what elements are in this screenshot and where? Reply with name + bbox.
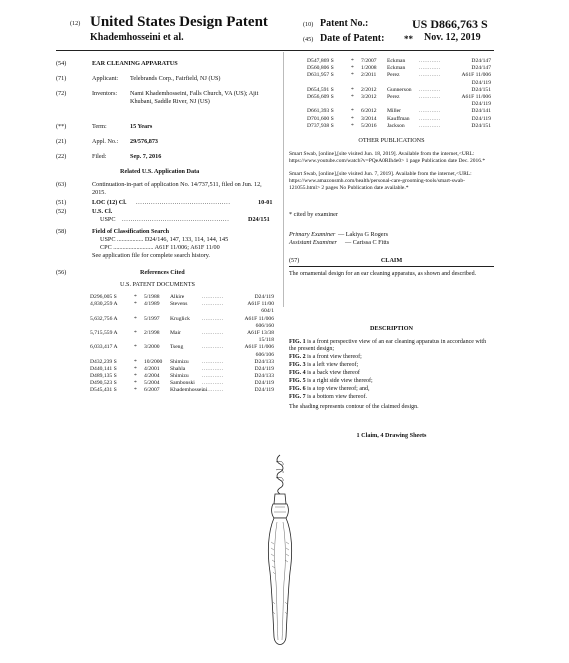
reference-inventor: Sambonski bbox=[170, 380, 195, 387]
cited-note: * cited by examiner bbox=[289, 211, 338, 218]
reference-row bbox=[90, 316, 274, 323]
reference-inventor: Shahla bbox=[170, 365, 186, 372]
reference-class: 606/160 bbox=[255, 322, 274, 329]
reference-class: 15/118 bbox=[258, 337, 274, 344]
header-code-12: (12) bbox=[70, 20, 81, 27]
assistant-examiner: — Carissa C Fitts bbox=[345, 239, 390, 246]
reference-doc: D545,431 S bbox=[90, 387, 117, 394]
reference-date: 4/2001 bbox=[144, 365, 160, 372]
reference-leader-dots: ............ bbox=[419, 72, 441, 79]
reference-class: A61F 13/38 bbox=[247, 329, 274, 336]
reference-star: * bbox=[351, 58, 354, 64]
patent-title: United States Design Patent bbox=[90, 14, 268, 30]
field-22-code: (22) bbox=[56, 153, 67, 160]
reference-star: * bbox=[134, 358, 137, 365]
reference-class: D24/151 bbox=[471, 122, 491, 129]
reference-date: 1/2008 bbox=[361, 65, 377, 72]
reference-class: 604/1 bbox=[261, 308, 274, 315]
field-52-value: D24/151 bbox=[248, 216, 270, 223]
fig1-label: FIG. 1 bbox=[289, 339, 306, 345]
reference-star: * bbox=[134, 294, 137, 300]
claim-heading: CLAIM bbox=[380, 257, 403, 264]
description-fig5 bbox=[289, 378, 494, 385]
reference-row bbox=[307, 123, 491, 130]
other-pub-1: Smart Swab, [online],[site visited Jun. 18, 2019]. Available from the internet,<URL: https://www.youtube.com/watch?v=PQeA0RIh4e0> 1 page Publication date Dec. 2016.* bbox=[289, 151, 486, 164]
reference-row bbox=[90, 380, 274, 387]
reference-row bbox=[307, 116, 491, 123]
reference-row bbox=[90, 366, 274, 373]
patent-no-label: Patent No.: bbox=[320, 18, 369, 29]
reference-date: 5/2004 bbox=[144, 380, 160, 387]
reference-leader-dots: ............ bbox=[419, 93, 441, 100]
reference-doc: D432,239 S bbox=[90, 358, 117, 365]
date-label: Date of Patent: bbox=[320, 33, 385, 44]
reference-row bbox=[307, 87, 491, 94]
reference-date: 5/2016 bbox=[361, 122, 377, 129]
reference-leader-dots: ............ bbox=[419, 58, 441, 64]
reference-doc: D701,600 S bbox=[307, 115, 334, 122]
reference-class: D24/119 bbox=[254, 380, 274, 387]
reference-leader-dots: ............ bbox=[202, 301, 224, 308]
reference-leader-dots: ............ bbox=[419, 122, 441, 129]
reference-doc: D631,957 S bbox=[307, 72, 334, 79]
refs-code: (56) bbox=[56, 269, 67, 276]
reference-date: 3/2000 bbox=[144, 344, 160, 351]
reference-date: 6/2007 bbox=[144, 387, 160, 394]
reference-star: * bbox=[134, 329, 137, 336]
description-fig4 bbox=[289, 370, 494, 377]
reference-leader-dots: ............ bbox=[202, 358, 224, 365]
reference-date: 3/2012 bbox=[361, 93, 377, 100]
fig6-text: is a top view thereof; and, bbox=[305, 386, 370, 392]
reference-star: * bbox=[134, 387, 137, 394]
reference-class: A61F 11/006 bbox=[244, 344, 274, 351]
right-references-table bbox=[307, 58, 491, 130]
reference-class: D24/147 bbox=[471, 65, 491, 72]
field-21-code: (21) bbox=[56, 138, 67, 145]
assistant-examiner-label: Assistant Examiner bbox=[289, 239, 337, 246]
field-22-value: Sep. 7, 2016 bbox=[130, 153, 162, 160]
reference-leader-dots: ............ bbox=[419, 65, 441, 72]
reference-star: * bbox=[134, 315, 137, 322]
reference-class: D24/119 bbox=[471, 101, 491, 108]
other-pubs-heading: OTHER PUBLICATIONS bbox=[358, 137, 425, 144]
reference-star: * bbox=[351, 108, 354, 115]
reference-class: D24/147 bbox=[471, 58, 491, 64]
field-51-code: (51) bbox=[56, 199, 67, 206]
reference-leader-dots: ............ bbox=[419, 86, 441, 93]
reference-date: 4/1989 bbox=[144, 301, 160, 308]
reference-inventor: Stevens bbox=[170, 301, 188, 308]
reference-class: D24/133 bbox=[254, 358, 274, 365]
reference-doc: D547,869 S bbox=[307, 58, 334, 64]
description-fig3 bbox=[289, 362, 494, 369]
reference-inventor: Mair bbox=[170, 329, 181, 336]
fig3-text: is a left view thereof; bbox=[305, 362, 359, 368]
fig4-label: FIG. 4 bbox=[289, 370, 306, 376]
reference-inventor: Eckman bbox=[387, 65, 406, 72]
reference-star: * bbox=[351, 93, 354, 100]
primary-examiner-label: Primary Examiner bbox=[289, 231, 336, 238]
header-rule bbox=[56, 50, 494, 51]
field-22-label: Filed: bbox=[92, 153, 107, 160]
reference-class: D24/119 bbox=[254, 294, 274, 300]
reference-class: A61F 11/006 bbox=[244, 315, 274, 322]
fig4-text: is a back view thereof bbox=[305, 370, 360, 376]
reference-inventor: Gunnerson bbox=[387, 86, 412, 93]
reference-leader-dots: ............ bbox=[202, 329, 224, 336]
reference-doc: 4,830,259 A bbox=[90, 301, 118, 308]
reference-row bbox=[90, 352, 274, 359]
reference-date: 3/2014 bbox=[361, 115, 377, 122]
reference-class: 606/106 bbox=[255, 351, 274, 358]
reference-doc: D440,141 S bbox=[90, 365, 117, 372]
reference-star: * bbox=[351, 65, 354, 72]
reference-date: 2/2011 bbox=[361, 72, 377, 79]
reference-row bbox=[90, 344, 274, 351]
reference-class: D24/133 bbox=[254, 373, 274, 380]
claim-code: (57) bbox=[289, 257, 300, 264]
field-71-code: (71) bbox=[56, 75, 67, 82]
reference-row bbox=[307, 72, 491, 79]
field-54-title: EAR CLEANING APPARATUS bbox=[92, 60, 178, 67]
reference-date: 2/2012 bbox=[361, 86, 377, 93]
reference-leader-dots: ............ bbox=[202, 294, 224, 300]
reference-inventor: Perez bbox=[387, 93, 400, 100]
reference-row bbox=[90, 359, 274, 366]
field-term-label: Term: bbox=[92, 123, 107, 130]
fig6-label: FIG. 6 bbox=[289, 386, 306, 392]
date-marker: ** bbox=[404, 34, 413, 44]
reference-leader-dots: ............ bbox=[202, 315, 224, 322]
fig1-text: is a front perspective view of an ear cleaning apparatus in accordance with the present design; bbox=[289, 339, 487, 353]
field-58-cpc: CPC .......................... A61F 11/006; A61F 11/00 bbox=[100, 244, 220, 251]
reference-date: 4/2004 bbox=[144, 373, 160, 380]
reference-star: * bbox=[134, 365, 137, 372]
reference-doc: D737,938 S bbox=[307, 122, 334, 129]
field-term-value: 15 Years bbox=[130, 123, 153, 130]
shading-note: The shading represents contour of the claimed design. bbox=[289, 404, 419, 410]
field-71-value: Telebrands Corp., Fairfield, NJ (US) bbox=[130, 75, 221, 82]
reference-class: D24/119 bbox=[254, 387, 274, 394]
reference-inventor: Perez bbox=[387, 72, 400, 79]
reference-row bbox=[90, 330, 274, 337]
claim-rule bbox=[289, 266, 494, 267]
field-58-note: See application file for complete search history. bbox=[92, 252, 210, 259]
claim-summary: 1 Claim, 4 Drawing Sheets bbox=[356, 432, 427, 439]
refs-heading: References Cited bbox=[140, 269, 185, 276]
reference-leader-dots: ............ bbox=[202, 344, 224, 351]
field-54-code: (54) bbox=[56, 60, 67, 67]
field-58-label: Field of Classification Search bbox=[92, 228, 170, 235]
reference-doc: 5,715,559 A bbox=[90, 329, 118, 336]
related-heading: Related U.S. Application Data bbox=[120, 168, 200, 175]
reference-class: A61F 11/006 bbox=[461, 93, 491, 100]
reference-class: A61F 11/006 bbox=[461, 72, 491, 79]
reference-star: * bbox=[351, 86, 354, 93]
description-fig2 bbox=[289, 354, 494, 361]
field-51-value: 10-01 bbox=[258, 199, 273, 206]
fig7-text: is a bottom view thereof. bbox=[305, 394, 367, 400]
field-term-code: (**) bbox=[56, 123, 67, 130]
reference-row bbox=[90, 337, 274, 344]
reference-row bbox=[90, 308, 274, 315]
description-heading: DESCRIPTION bbox=[370, 325, 413, 332]
field-21-value: 29/576,873 bbox=[130, 138, 159, 145]
reference-leader-dots: ............ bbox=[202, 387, 224, 394]
reference-doc: D490,523 S bbox=[90, 380, 117, 387]
reference-inventor: Khademhosseini bbox=[170, 387, 208, 394]
reference-doc: D654,591 S bbox=[307, 86, 334, 93]
reference-class: D24/151 bbox=[471, 86, 491, 93]
reference-inventor: Shimizu bbox=[170, 358, 189, 365]
fig5-text: is a right side view thereof; bbox=[305, 378, 373, 384]
field-71-label: Applicant: bbox=[92, 75, 119, 82]
fig7-label: FIG. 7 bbox=[289, 394, 306, 400]
reference-row bbox=[307, 65, 491, 72]
reference-date: 5/1997 bbox=[144, 315, 160, 322]
reference-date: 2/1998 bbox=[144, 329, 160, 336]
reference-row bbox=[307, 108, 491, 115]
column-divider bbox=[283, 52, 284, 307]
field-51-label: LOC (12) Cl. bbox=[92, 199, 127, 206]
reference-doc: D661,393 S bbox=[307, 108, 334, 115]
reference-row bbox=[90, 294, 274, 301]
reference-row bbox=[90, 387, 274, 394]
reference-leader-dots: ............ bbox=[202, 365, 224, 372]
reference-date: 10/2000 bbox=[144, 358, 163, 365]
reference-star: * bbox=[134, 344, 137, 351]
reference-inventor: Eckman bbox=[387, 58, 406, 64]
reference-star: * bbox=[134, 380, 137, 387]
fig3-label: FIG. 3 bbox=[289, 362, 306, 368]
reference-row bbox=[90, 301, 274, 308]
patent-date: Nov. 12, 2019 bbox=[424, 32, 481, 43]
reference-inventor: Jackson bbox=[387, 122, 405, 129]
reference-row bbox=[90, 323, 274, 330]
reference-star: * bbox=[351, 115, 354, 122]
reference-leader-dots: ............ bbox=[419, 115, 441, 122]
field-52-label: U.S. Cl. bbox=[92, 208, 113, 215]
fig5-label: FIG. 5 bbox=[289, 378, 306, 384]
field-52-code: (52) bbox=[56, 208, 67, 215]
field-63-code: (63) bbox=[56, 181, 67, 188]
inventor-line: Khademhosseini et al. bbox=[90, 32, 184, 43]
reference-row bbox=[307, 80, 491, 87]
reference-row bbox=[307, 101, 491, 108]
description-fig7 bbox=[289, 394, 494, 401]
reference-row bbox=[90, 373, 274, 380]
ear-cleaner-drawing bbox=[250, 452, 310, 657]
reference-class: D24/119 bbox=[254, 365, 274, 372]
reference-doc: 6,033,417 A bbox=[90, 344, 118, 351]
reference-inventor: Shimizu bbox=[170, 373, 189, 380]
reference-row bbox=[307, 94, 491, 101]
reference-inventor: Alkire bbox=[170, 294, 185, 300]
header-code-45: (45) bbox=[303, 36, 314, 43]
reference-leader-dots: ............ bbox=[202, 380, 224, 387]
refs-subheading: U.S. PATENT DOCUMENTS bbox=[120, 281, 195, 288]
reference-class: A61F 11/00 bbox=[247, 301, 274, 308]
reference-date: 6/2012 bbox=[361, 108, 377, 115]
reference-star: * bbox=[134, 301, 137, 308]
field-58-code: (58) bbox=[56, 228, 67, 235]
reference-inventor: Kauffman bbox=[387, 115, 410, 122]
reference-star: * bbox=[134, 373, 137, 380]
reference-star: * bbox=[351, 72, 354, 79]
field-52-dots: .................................................. bbox=[122, 216, 230, 223]
fig2-label: FIG. 2 bbox=[289, 354, 306, 360]
reference-leader-dots: ............ bbox=[419, 108, 441, 115]
reference-class: D24/119 bbox=[471, 115, 491, 122]
reference-star: * bbox=[351, 122, 354, 129]
header-code-10: (10) bbox=[303, 21, 314, 28]
reference-leader-dots: ............ bbox=[202, 373, 224, 380]
field-52-sub-label: USPC bbox=[100, 216, 116, 223]
patent-number: US D866,763 S bbox=[412, 17, 488, 31]
left-references-table bbox=[90, 294, 274, 395]
field-51-dots: ............................................ bbox=[136, 199, 231, 206]
field-72-value: Nami Khademhosseini, Falls Church, VA (US); Ajit Khubani, Saddle River, NJ (US) bbox=[130, 90, 259, 105]
field-63-value: Continuation-in-part of application No. 14/737,511, filed on Jun. 12, 2015. bbox=[92, 181, 262, 196]
reference-doc: D489,135 S bbox=[90, 373, 117, 380]
field-72-code: (72) bbox=[56, 90, 67, 97]
claim-text: The ornamental design for an ear cleaning apparatus, as shown and described. bbox=[289, 271, 477, 277]
description-fig6 bbox=[289, 386, 494, 393]
reference-date: 7/2007 bbox=[361, 58, 377, 64]
reference-inventor: Kruglick bbox=[170, 315, 190, 322]
reference-doc: 5,632,756 A bbox=[90, 315, 118, 322]
field-72-label: Inventors: bbox=[92, 90, 118, 97]
other-pub-2: Smart Swab, [online],[site visited Jun. 7, 2019]. Available from the internet,<URL: https://www.amazonsmh.com/health/personal-care-grooming-tools/smart-swab-121055.html> 2 pages No Publication date available.* bbox=[289, 171, 472, 191]
field-21-label: Appl. No.: bbox=[92, 138, 119, 145]
description-fig1 bbox=[289, 339, 494, 354]
reference-inventor: Miller bbox=[387, 108, 401, 115]
reference-class: D24/119 bbox=[471, 79, 491, 86]
reference-inventor: Tseng bbox=[170, 344, 184, 351]
reference-date: 5/1988 bbox=[144, 294, 160, 300]
reference-doc: D560,806 S bbox=[307, 65, 334, 72]
fig2-text: is a front view thereof; bbox=[305, 354, 362, 360]
primary-examiner: — Lakiya G Rogers bbox=[338, 231, 389, 238]
reference-class: D24/141 bbox=[471, 108, 491, 115]
reference-row bbox=[307, 58, 491, 65]
reference-doc: D656,609 S bbox=[307, 93, 334, 100]
field-58-uspc: USPC ................. D24/146, 147, 133, 114, 144, 145 bbox=[100, 236, 229, 243]
reference-doc: D296,005 S bbox=[90, 294, 117, 300]
